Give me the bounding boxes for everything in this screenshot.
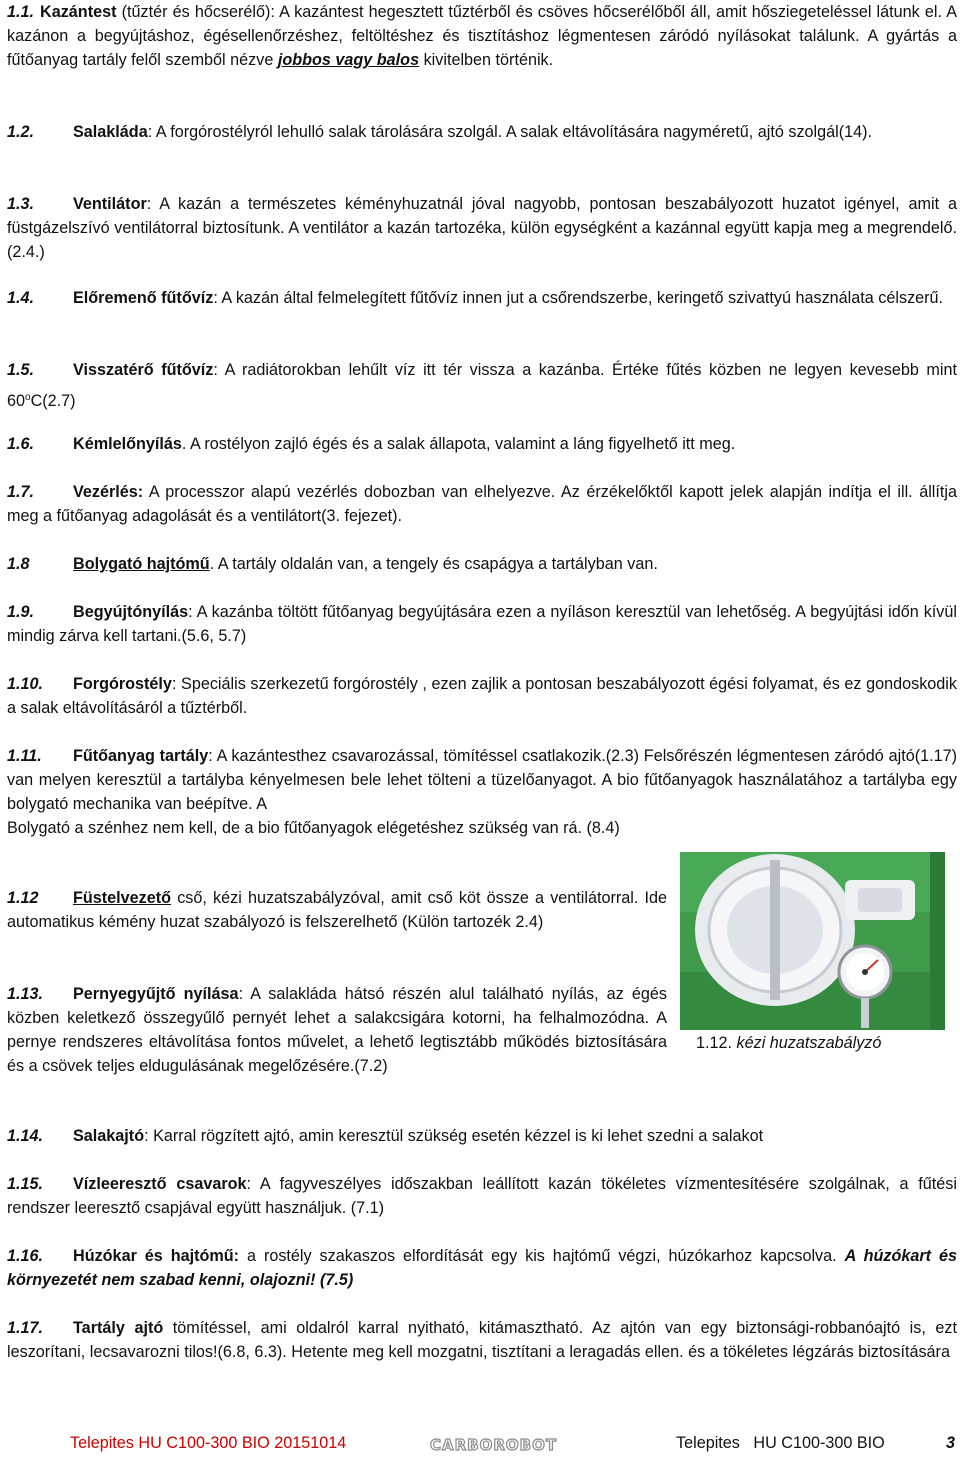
section-1-15 (7, 1172, 957, 1220)
section-number: 1.13. (7, 985, 44, 1003)
section-text: : A kazán által felmelegített fűtővíz innen jut a csőrendszerbe, keringető szivattyú használata célszerű. (213, 289, 944, 307)
section-term: Vezérlés: (73, 483, 144, 501)
section-1-8 (7, 552, 957, 576)
section-number: 1.10. (7, 675, 44, 693)
section-term: Füstelvezető (73, 889, 172, 907)
footer-doc-id: Telepites HU C100-300 BIO 20151014 (70, 1434, 347, 1452)
section-1-10 (7, 672, 957, 720)
section-1-11 (7, 744, 957, 816)
section-text: . A rostélyon zajló égés és a salak állapota, valamint a láng figyelhető itt meg. (181, 435, 736, 453)
caption-text: kézi huzatszabályzó (732, 1034, 882, 1052)
section-emphasis: jobbos vagy balos (277, 51, 420, 69)
section-term: Húzókar és hajtómű: (73, 1247, 240, 1265)
figure-caption (696, 1034, 881, 1053)
section-term: Salakláda (73, 123, 148, 141)
draft-regulator-illustration (680, 852, 945, 1030)
section-1-13 (7, 982, 667, 1078)
section-number: 1.8 (7, 555, 30, 573)
section-number: 1.16. (7, 1247, 44, 1265)
section-term: Forgórostély (73, 675, 172, 693)
section-term: Előremenő fűtővíz (73, 289, 214, 307)
section-1-9 (7, 600, 957, 648)
section-text: : A salakláda hátsó részén alul található nyílás, az égés közben keletkező összegyűlő pernyét lehet a salakcsigára kotorni, ha felhalmozódna. A pernye rendszeres eltávolítása fontos művelet, a lehető legtisztább működés biztosítására és a csövek teljes eldugulásának megelőzésére.(7.2) (7, 985, 667, 1075)
section-text: : A fagyveszélyes időszakban leállított kazán tökéletes vízmentesítésére szolgálnak, a fűtési rendszer leeresztő csapjával együtt használjuk. (7.1) (7, 1175, 957, 1217)
section-1-1 (7, 0, 957, 72)
section-1-17 (7, 1316, 957, 1364)
degree-superscript: o (25, 392, 31, 403)
section-number: 1.11. (7, 747, 42, 765)
section-term: Pernyegyűjtő nyílása (73, 985, 239, 1003)
section-tail: kivitelben történik. (419, 51, 554, 69)
section-1-2 (7, 120, 957, 144)
section-text: tömítéssel, ami oldalról karral nyitható, kitámasztható. Az ajtón van egy biztonsági-robbanóajtó is, ezt leszorítani, lecsavarozni tilos!(6.8, 6.3). Hetente meg kell mozgatni, tisztítani a leragadás ellen. és a tökéletes légzárás biztosítására (7, 1319, 957, 1361)
section-number: 1.12 (7, 889, 39, 907)
section-term: Tartály ajtó (73, 1319, 164, 1337)
section-1-12 (7, 886, 667, 934)
section-text: : A radiátorokban lehűlt víz itt tér vissza a kazánba. Értéke fűtés közben ne legyen kevesebb mint 60 (7, 361, 958, 410)
section-text: : A forgórostélyról lehulló salak tárolására szolgál. A salak eltávolítására nagyméretű, ajtó szolgál(14). (147, 123, 873, 141)
section-term: Visszatérő fűtővíz (73, 361, 214, 379)
section-text: cső, kézi huzatszabályzóval, amit cső köt össze a ventilátorral. Ide automatikus kémény huzat szabályozó is felszerelhető (Külön tartozék 2.4) (7, 889, 667, 931)
section-1-5 (7, 356, 957, 415)
section-text: a rostély szakaszos elfordítását egy kis hajtómű végzi, húzókarhoz kapcsolva. (239, 1247, 845, 1265)
section-text: : Karral rögzített ajtó, amin keresztül szükség esetén kézzel is ki lehet szedni a salakot (144, 1127, 764, 1145)
section-term: Kémlelőnyílás (73, 435, 182, 453)
section-text: A processzor alapú vezérlés dobozban van elhelyezve. Az érzékelőktől kapott jelek alapján indítja el ill. állítja meg a fűtőanyag adagolását és a ventilátort(3. fejezet). (7, 483, 957, 525)
caption-number: 1.12. (696, 1034, 733, 1052)
section-number: 1.3. (7, 195, 35, 213)
section-number: 1.17. (7, 1319, 44, 1337)
section-1-7 (7, 480, 957, 528)
section-tail: C(2.7) (30, 392, 76, 410)
section-term: Kazántest (40, 3, 117, 21)
section-number: 1.2. (7, 123, 35, 141)
section-1-14 (7, 1124, 957, 1148)
section-continuation: Bolygató a szénhez nem kell, de a bio fűtőanyagok elégetéshez szükség van rá. (8.4) (7, 819, 620, 837)
section-text: (tűztér és hőcserélő): A kazántest hegesztett tűztérből és csöves hőcserélőből áll, amit hősziegeteléssel látunk el. A kazánon a begyújtáshoz, égésellenőrzéshez, feltöltéshez és tisztításhoz légmentesen záródó nyílásokat találunk. A gyártás a fűtőanyag tartály felől szemből nézve (7, 3, 957, 69)
section-number: 1.7. (7, 483, 35, 501)
section-number: 1.6. (7, 435, 35, 453)
section-term: Bolygató hajtómű (73, 555, 210, 573)
section-term: Ventilátor (73, 195, 147, 213)
draft-regulator-photo (680, 852, 945, 1030)
section-number: 1.4. (7, 289, 35, 307)
section-1-4 (7, 286, 957, 310)
section-term: Fűtőanyag tartály (73, 747, 209, 765)
section-1-11-continued (7, 816, 667, 840)
section-number: 1.5. (7, 361, 35, 379)
page-footer (0, 1434, 960, 1456)
section-text: : Speciális szerkezetű forgórostély , ezen zajlik a pontosan beszabályozott égési folyamat, és ez gondoskodik a salak eltávolításáról a tűztérből. (7, 675, 957, 717)
section-number: 1.1. (7, 3, 35, 21)
section-1-6 (7, 432, 957, 456)
section-term: Begyújtónyílás (73, 603, 189, 621)
section-1-16 (7, 1244, 957, 1292)
section-number: 1.15. (7, 1175, 44, 1193)
carborobot-logo: CARBOROBOT (430, 1436, 558, 1454)
page-number: 3 (946, 1434, 956, 1452)
section-number: 1.9. (7, 603, 35, 621)
section-number: 1.14. (7, 1127, 44, 1145)
section-text: : A kazántesthez csavarozással, tömítéssel csatlakozik.(2.3) Felsőrészén légmentesen záródó ajtó(1.17) van melyen keresztül a tartályba kényelmesen bele lehet tölteni a tüzelőanyagot. A bio fűtőanyagok használatához a tartályba egy bolygató mechanika van beépítve. A (7, 747, 957, 813)
section-text: : A kazán a természetes kéményhuzatnál jóval nagyobb, pontosan beszabályozott huzatot igényel, amit a füstgázelszívó ventilátorral biztosítunk. A ventilátor a kazán tartozéka, külön egységként a kazánnal együtt kapja meg a megrendelő.(2.4.) (7, 195, 957, 261)
section-text: . A tartály oldalán van, a tengely és csapágya a tartályban van. (209, 555, 658, 573)
section-term: Salakajtó (73, 1127, 145, 1145)
section-1-3 (7, 192, 957, 264)
footer-title: Telepites HU C100-300 BIO (676, 1434, 885, 1452)
section-term: Vízleeresztő csavarok (73, 1175, 247, 1193)
section-warning: A húzókart és környezetét nem szabad kenni, olajozni! (7.5) (7, 1247, 957, 1289)
section-text: : A kazánba töltött fűtőanyag begyújtására ezen a nyíláson keresztül van lehetőség. A begyújtási időn kívül mindig zárva kell tartani.(5.6, 5.7) (7, 603, 957, 645)
